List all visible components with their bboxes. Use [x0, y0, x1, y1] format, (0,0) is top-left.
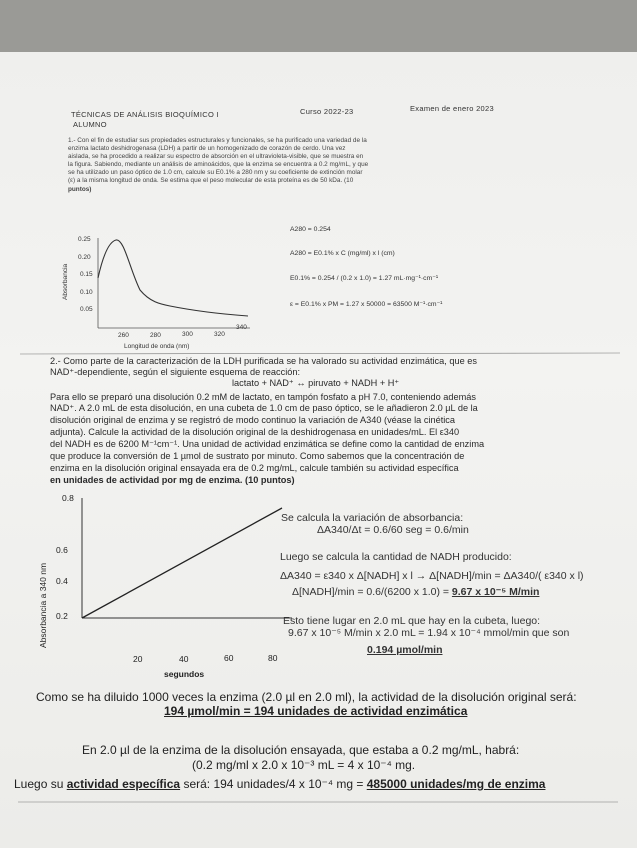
c1-xtick-1: 260: [118, 332, 129, 339]
q2-line-2: NAD⁺-dependiente, según el siguiente esquema de reacción:: [50, 367, 301, 377]
conclusion-5c: será: 194 unidades/4 x 10⁻⁴ mg =: [180, 777, 367, 791]
q2-answer-5a: Δ[NADH]/min = 0.6/(6200 x 1.0) =: [292, 586, 452, 598]
c1-xlabel: Longitud de onda (nm): [124, 343, 190, 350]
q1-line-3: aislada, se ha procedido a realizar su espectro de absorción en el ultravioleta-visible, que se muestra en: [68, 153, 364, 160]
q1-line-5: se ha utilizado un paso óptico de 1.0 cm, calcule su E0.1% a 280 nm y su coeficiente de extinción molar: [68, 169, 363, 176]
c2-ytick-1: 0.8: [62, 493, 74, 503]
q2-answer-3: Luego se calcula la cantidad de NADH producido:: [280, 551, 512, 563]
q2-line-7: adjunta). Calcule la actividad de la disolución original de la deshidrogenasa en unidades/mL. El ε340: [50, 427, 460, 437]
c1-ylabel: Absorbancia: [62, 263, 69, 300]
q1-line-2: enzima lactato deshidrogenasa (LDH) a partir de un homogenizado de corazón de cerdo. Una vez: [68, 145, 346, 152]
c1-xtick-4: 320: [214, 331, 225, 338]
c1-ytick-4: 0.10: [80, 289, 93, 296]
q1-answer-4: ε = E0.1% x PM = 1.27 x 50000 = 63500 M⁻¹·cm⁻¹: [290, 301, 443, 308]
q2-line-1: 2.- Como parte de la caracterización de la LDH purificada se ha valorado su actividad enzimática, que es: [50, 356, 477, 366]
bottom-rule: [18, 800, 618, 804]
conclusion-5b: actividad específica: [66, 777, 181, 791]
c2-ylabel: Absorbancia a 340 nm: [38, 562, 48, 648]
conclusion-1: Como se ha diluido 1000 veces la enzima (2.0 µl en 2.0 ml), la actividad de la disolución original será:: [36, 690, 577, 704]
q2-answer-2: ΔA340/Δt = 0.6/60 seg = 0.6/min: [317, 524, 469, 536]
q2-answer-5b: 9.67 x 10⁻⁵ M/min: [451, 586, 540, 598]
q2-answer-5: [292, 586, 539, 598]
c1-xtick-3: 300: [182, 331, 193, 338]
spectrum-line: [98, 240, 248, 316]
q2-answer-6: Esto tiene lugar en 2.0 mL que hay en la cubeta, luego:: [283, 615, 541, 627]
c1-xtick-2: 280: [150, 332, 161, 339]
c1-xtick-5: 340: [236, 324, 247, 331]
q1-answer-2: A280 = E0.1% x C (mg/ml) x l (cm): [290, 250, 395, 257]
q2-line-9: que produce la conversión de 1 µmol de sustrato por minuto. Como sabemos que la concentración de: [50, 451, 465, 461]
q1-answer-3: E0.1% = 0.254 / (0.2 x 1.0) = 1.27 mL·mg⁻¹·cm⁻¹: [290, 275, 439, 282]
q2-reaction: lactato + NAD⁺ ↔ piruvato + NADH + H⁺: [232, 378, 400, 388]
q2-answer-1: Se calcula la variación de absorbancia:: [281, 512, 464, 524]
conclusion-5a: Luego su: [14, 777, 67, 791]
conclusion-3: En 2.0 µl de la enzima de la disolución ensayada, que estaba a 0.2 mg/mL, habrá:: [82, 743, 520, 757]
c2-xtick-1: 20: [133, 654, 143, 664]
c1-ytick-2: 0.20: [78, 254, 91, 261]
c2-xtick-2: 40: [179, 654, 189, 664]
kinetics-chart: [30, 490, 260, 650]
q1-answer-1: A280 = 0.254: [290, 226, 331, 233]
c1-ytick-3: 0.15: [80, 271, 93, 278]
q2-answer-7: 9.67 x 10⁻⁵ M/min x 2.0 mL = 1.94 x 10⁻⁴ mmol/min que son: [288, 627, 570, 639]
conclusion-5: [14, 777, 545, 791]
course-year: Curso 2022-23: [300, 107, 354, 116]
c2-ytick-2: 0.6: [56, 545, 68, 555]
c1-ytick-1: 0.25: [78, 236, 91, 243]
c2-ytick-3: 0.4: [56, 576, 68, 586]
c2-ytick-4: 0.2: [56, 611, 68, 621]
c2-xtick-4: 80: [268, 653, 278, 663]
q1-line-6: (ε) a la misma longitud de onda. Se estima que el peso molecular de esta proteína es de 50 kDa. (10: [68, 177, 354, 184]
q1-line-1: 1.- Con el fin de estudiar sus propiedades estructurales y funcionales, se ha purificado una variedad de la: [68, 137, 367, 144]
student-label: ALUMNO: [73, 120, 107, 129]
c2-series-line: [82, 508, 282, 618]
c2-xlabel: segundos: [164, 669, 205, 679]
q2-line-6: disolución original de enzima y se registró de modo continuo la variación de A340 (véase la cinética: [50, 415, 455, 425]
c2-xtick-3: 60: [224, 653, 234, 663]
c1-ytick-5: 0.05: [80, 306, 93, 313]
q2-line-4: Para ello se preparó una disolución 0.2 mM de lactato, en tampón fosfato a pH 7.0, conteniendo además: [50, 392, 476, 402]
conclusion-5d: 485000 unidades/mg de enzima: [366, 777, 546, 791]
q2-answer-4: ΔA340 = ε340 x Δ[NADH] x l → Δ[NADH]/min = ΔA340/( ε340 x l): [280, 570, 584, 582]
q2-line-10: enzima en la disolución original ensayada era de 0.2 mg/mL, calcule también su actividad específica: [50, 463, 459, 473]
course-title: TÉCNICAS DE ANÁLISIS BIOQUÍMICO I: [71, 110, 219, 119]
conclusion-2: 194 µmol/min = 194 unidades de actividad enzimática: [164, 704, 468, 718]
q2-line-8: del NADH es de 6200 M⁻¹cm⁻¹. Una unidad de actividad enzimática se define como la cantidad de enzima: [50, 439, 485, 449]
exam-date: Examen de enero 2023: [410, 104, 494, 113]
q1-line-7: puntos): [68, 186, 92, 193]
q2-line-5: NAD⁺. A 2.0 mL de esta disolución, en una cubeta de 1.0 cm de paso óptico, se le añadieron 2.0 µL de la: [50, 403, 478, 413]
conclusion-4: (0.2 mg/ml x 2.0 x 10⁻³ mL = 4 x 10⁻⁴ mg.: [192, 758, 416, 772]
q1-line-4: la figura. Sabiendo, mediante un análisis de aminoácidos, que la enzima se encuentra a 0.2 mg/mL, y que: [68, 161, 369, 168]
q2-line-11: en unidades de actividad por mg de enzima. (10 puntos): [50, 475, 295, 485]
q2-answer-8: 0.194 µmol/min: [367, 644, 443, 656]
